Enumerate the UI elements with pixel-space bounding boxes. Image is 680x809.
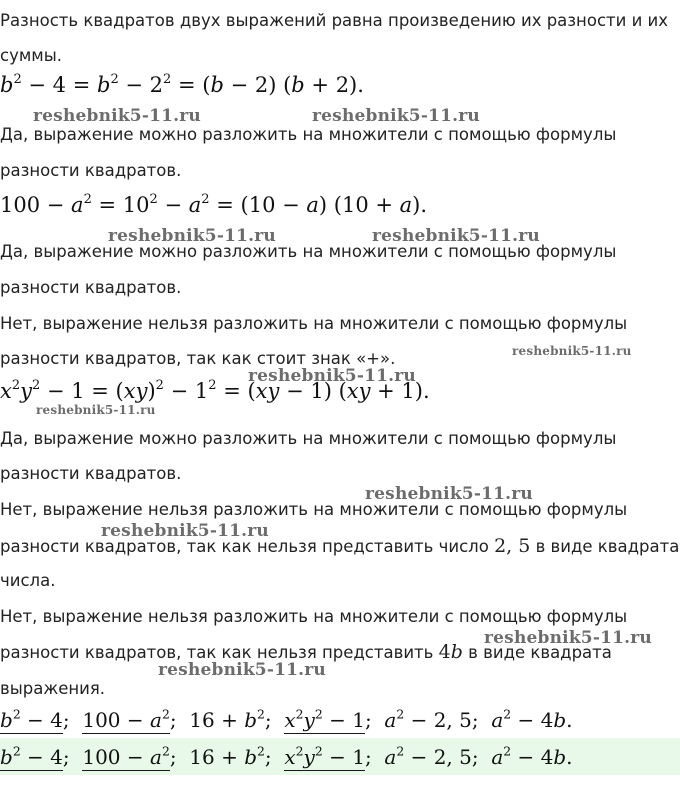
watermark: reshebnik5-11.ru bbox=[312, 106, 480, 126]
summary-expressions: $b^2 - 4$; $100 - a^2$; $16 + b^2$; $x^2y^2 - 1$; $a^2 - 2$, 5; $a^2 - 4b$. bbox=[0, 706, 573, 732]
paragraph-2-line-1: Да, выражение можно разложить на множители с помощью формулы bbox=[0, 125, 617, 144]
paragraph-7-text-b: в виде квадрата bbox=[462, 643, 612, 662]
paragraph-3-line-2: разности квадратов. bbox=[0, 278, 182, 297]
paragraph-7-text-a: разности квадратов, так как нельзя представить bbox=[0, 643, 439, 662]
paragraph-6-line-3: числа. bbox=[0, 571, 56, 590]
answer-expressions: $b^2 - 4$; $100 - a^2$; $16 + b^2$; $x^2y^2 - 1$; $a^2 - 2$, 5; $a^2 - 4b$. bbox=[0, 743, 573, 769]
paragraph-6-line-1: Нет, выражение нельзя разложить на множители с помощью формулы bbox=[0, 500, 628, 519]
number-2-5: 2, 5 bbox=[494, 535, 531, 557]
watermark: reshebnik5-11.ru bbox=[372, 226, 540, 246]
paragraph-7-line-3: выражения. bbox=[0, 679, 106, 698]
expr-4b: 4b bbox=[438, 641, 463, 663]
paragraph-6-text-a: разности квадратов, так как нельзя представить число bbox=[0, 537, 495, 556]
paragraph-1-line-1: Разность квадратов двух выражений равна произведению их разности и их bbox=[0, 11, 669, 30]
paragraph-3-line-1: Да, выражение можно разложить на множители с помощью формулы bbox=[0, 242, 617, 261]
formula-2: $100 - a^2 = 10^2 - a^2 = (10 - a) (10 + a)$. bbox=[0, 191, 428, 217]
paragraph-7-line-1: Нет, выражение нельзя разложить на множители с помощью формулы bbox=[0, 607, 628, 626]
formula-1: $b^2 - 4 = b^2 - 2^2 = (b - 2) (b + 2)$. bbox=[0, 71, 364, 97]
watermark: reshebnik5-11.ru bbox=[36, 403, 156, 417]
watermark: reshebnik5-11.ru bbox=[248, 366, 416, 386]
watermark: reshebnik5-11.ru bbox=[101, 521, 269, 541]
paragraph-2-line-2: разности квадратов. bbox=[0, 161, 182, 180]
paragraph-5-line-2: разности квадратов. bbox=[0, 464, 182, 483]
paragraph-6-line-2 bbox=[0, 536, 679, 557]
watermark: reshebnik5-11.ru bbox=[484, 628, 652, 648]
paragraph-5-line-1: Да, выражение можно разложить на множители с помощью формулы bbox=[0, 429, 617, 448]
formula-3: $x^2y^2 - 1 = (xy)^2 - 1^2 = (xy - 1) (xy + 1)$. bbox=[0, 377, 430, 403]
watermark: reshebnik5-11.ru bbox=[33, 106, 201, 126]
paragraph-4-line-1: Нет, выражение нельзя разложить на множители с помощью формулы bbox=[0, 314, 628, 333]
paragraph-4-line-2: разности квадратов, так как стоит знак «+». bbox=[0, 349, 396, 368]
paragraph-6-text-b: в виде квадрата bbox=[530, 537, 680, 556]
paragraph-1-line-2: суммы. bbox=[0, 46, 63, 65]
watermark: reshebnik5-11.ru bbox=[108, 226, 276, 246]
watermark: reshebnik5-11.ru bbox=[365, 484, 533, 504]
watermark: reshebnik5-11.ru bbox=[158, 660, 326, 680]
watermark: reshebnik5-11.ru bbox=[512, 344, 632, 358]
